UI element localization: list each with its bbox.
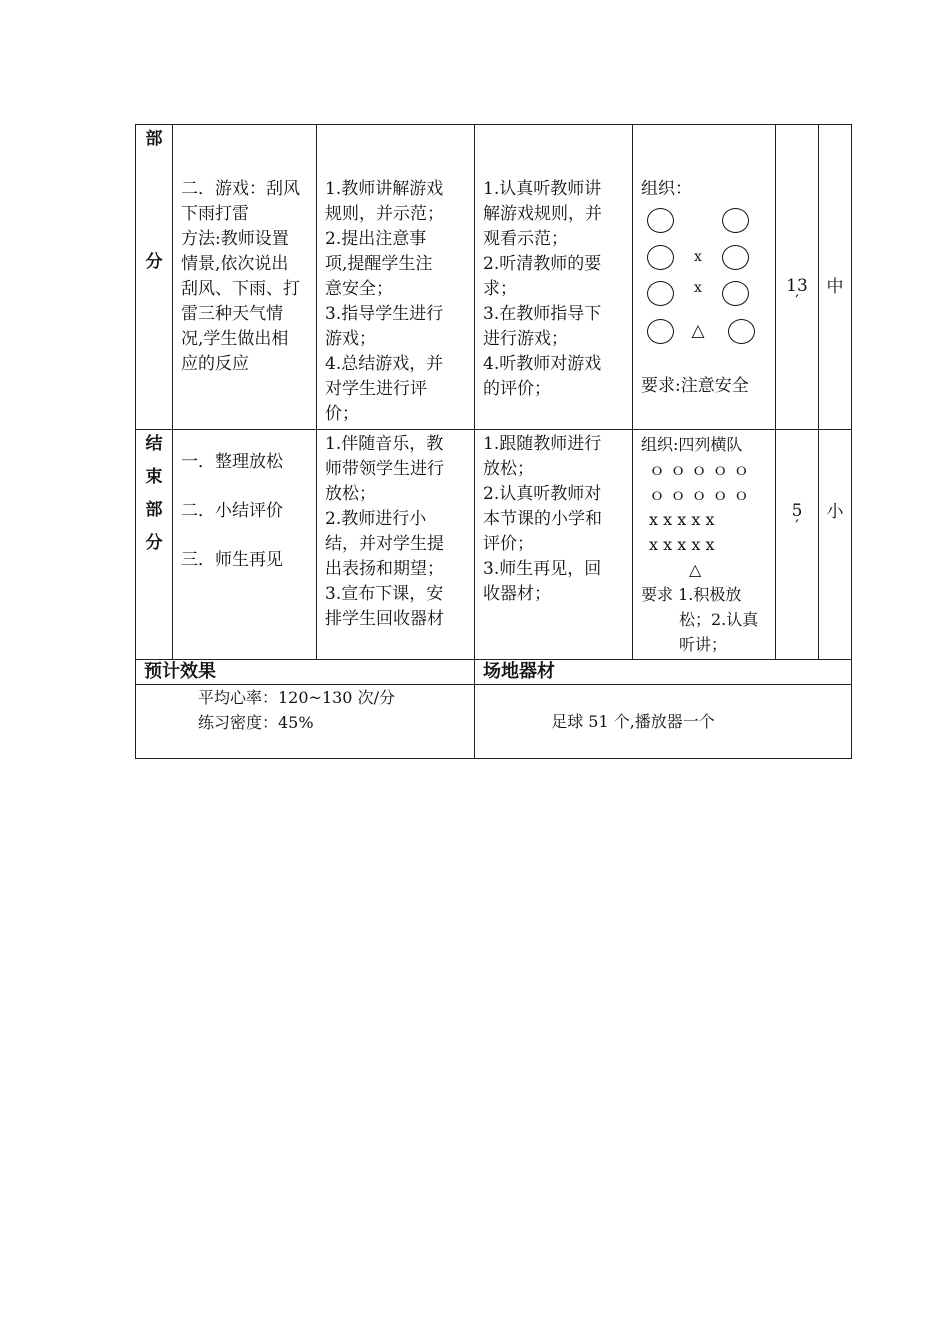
intensity-cell	[819, 430, 852, 660]
content-line: 应的反应	[181, 354, 249, 374]
student-line: 放松；	[483, 459, 534, 479]
content-line: 况,学生做出相	[181, 329, 289, 349]
footer-content-row	[136, 685, 852, 759]
teacher-line: 对学生进行评	[325, 379, 427, 399]
time-cell	[776, 430, 819, 660]
equipment-cell	[475, 685, 852, 759]
end-section-row	[136, 430, 852, 660]
content-line: 二．小结评价	[181, 501, 283, 521]
section-char: 部	[145, 500, 163, 520]
section-char: 分	[145, 252, 163, 272]
teacher-line: 结，并对学生提	[325, 534, 444, 554]
student-cell	[475, 430, 633, 660]
teacher-line: 意安全；	[325, 279, 393, 299]
formation-row: x x x x x	[649, 510, 715, 529]
student-line: 3.在教师指导下	[483, 304, 602, 324]
time-unit: ′	[795, 292, 799, 312]
content-cell	[173, 125, 317, 430]
requirement-text: 松；2.认真	[679, 610, 759, 629]
content-line: 情景,依次说出	[181, 254, 289, 274]
circle-icon	[728, 319, 755, 344]
intensity-cell	[819, 125, 852, 430]
content-line: 雷三种天气情	[181, 304, 283, 324]
teacher-line: 师带领学生进行	[325, 459, 444, 479]
section-char: 部	[145, 129, 163, 149]
org-label: 组织：	[641, 179, 692, 199]
expected-effect-cell	[136, 685, 475, 759]
student-line: 求；	[483, 279, 517, 299]
student-line: 本节课的小学和	[483, 509, 602, 529]
section-label-end	[136, 430, 173, 660]
teacher-line: 3.指导学生进行	[325, 304, 444, 324]
teacher-line: 游戏；	[325, 329, 376, 349]
student-line: 解游戏规则，并	[483, 204, 602, 224]
teacher-line: 3.宣布下课，安	[325, 584, 444, 604]
content-line: 三．师生再见	[181, 550, 283, 570]
time-value: 5	[791, 501, 803, 521]
org-label: 组织:四列横队	[641, 435, 743, 454]
student-line: 2.听清教师的要	[483, 254, 602, 274]
formation-row	[641, 311, 769, 351]
content-line: 二．游戏：刮风	[181, 179, 300, 199]
formation-row	[641, 202, 769, 239]
teacher-line: 项,提醒学生注	[325, 254, 433, 274]
teacher-line: 2.教师进行小	[325, 509, 427, 529]
student-line: 观看示范；	[483, 229, 568, 249]
teacher-line: 1.伴随音乐，教	[325, 434, 444, 454]
x-mark: x	[694, 279, 702, 296]
student-cell	[475, 125, 633, 430]
student-line: 评价；	[483, 534, 534, 554]
content-cell	[173, 430, 317, 660]
student-line: 进行游戏；	[483, 329, 568, 349]
teacher-cell	[317, 430, 475, 660]
content-line: 方法:教师设置	[181, 229, 289, 249]
circle-icon	[647, 319, 674, 344]
teacher-line: 放松；	[325, 484, 376, 504]
teacher-line: 价；	[325, 404, 359, 424]
heart-rate-text: 平均心率：120~130 次/分	[198, 688, 395, 707]
student-line: 4.听教师对游戏	[483, 354, 602, 374]
equipment-header: 场地器材	[475, 660, 852, 685]
student-line: 3.师生再见，回	[483, 559, 602, 579]
time-unit: ′	[795, 517, 799, 537]
formation-row	[641, 275, 769, 311]
teacher-line: 排学生回收器材	[325, 609, 444, 629]
content-line: 下雨打雷	[181, 204, 249, 224]
teacher-line: 1.教师讲解游戏	[325, 179, 444, 199]
expected-effect-header: 预计效果	[136, 660, 475, 685]
section-char: 结	[145, 434, 163, 454]
formation-row: x x x x x	[649, 535, 715, 554]
circle-icon	[647, 281, 674, 306]
formation-row: ｏ ｏ ｏ ｏ ｏ	[649, 460, 750, 479]
time-value: 13	[786, 276, 808, 296]
student-line: 2.认真听教师对	[483, 484, 602, 504]
main-section-row	[136, 125, 852, 430]
teacher-cell	[317, 125, 475, 430]
teacher-line: 2.提出注意事	[325, 229, 427, 249]
section-label-main	[136, 125, 173, 430]
circle-icon	[722, 245, 749, 270]
teacher-line: 规则，并示范；	[325, 204, 444, 224]
requirement-text: 听讲；	[679, 635, 728, 654]
lesson-plan-table	[135, 124, 852, 759]
teacher-line: 4.总结游戏，并	[325, 354, 444, 374]
requirement-text: 要求:注意安全	[641, 376, 749, 396]
student-line: 1.跟随教师进行	[483, 434, 602, 454]
teacher-line: 出表扬和期望；	[325, 559, 444, 579]
student-line: 收器材；	[483, 584, 551, 604]
requirement-text: 要求 1.积极放	[641, 585, 742, 604]
student-line: 1.认真听教师讲	[483, 179, 602, 199]
formation-row	[641, 239, 769, 275]
density-text: 练习密度：45%	[198, 713, 314, 732]
content-line: 一．整理放松	[181, 452, 283, 472]
triangle-icon: △	[691, 320, 705, 341]
time-cell	[776, 125, 819, 430]
circle-icon	[647, 245, 674, 270]
triangle-icon: △	[689, 560, 702, 579]
circle-icon	[722, 208, 749, 233]
intensity-value: 中	[826, 277, 844, 297]
intensity-value: 小	[826, 502, 844, 522]
equipment-text: 足球 51 个,播放器一个	[551, 712, 715, 731]
student-line: 的评价；	[483, 379, 551, 399]
formation-row: ｏ ｏ ｏ ｏ ｏ	[649, 485, 750, 504]
x-mark: x	[694, 248, 702, 265]
organization-cell	[633, 125, 776, 430]
organization-cell	[633, 430, 776, 660]
section-char: 束	[145, 467, 163, 487]
content-line: 刮风、下雨、打	[181, 279, 300, 299]
circle-icon	[647, 208, 674, 233]
section-char: 分	[145, 533, 163, 553]
circle-icon	[722, 281, 749, 306]
footer-header-row	[136, 660, 852, 685]
